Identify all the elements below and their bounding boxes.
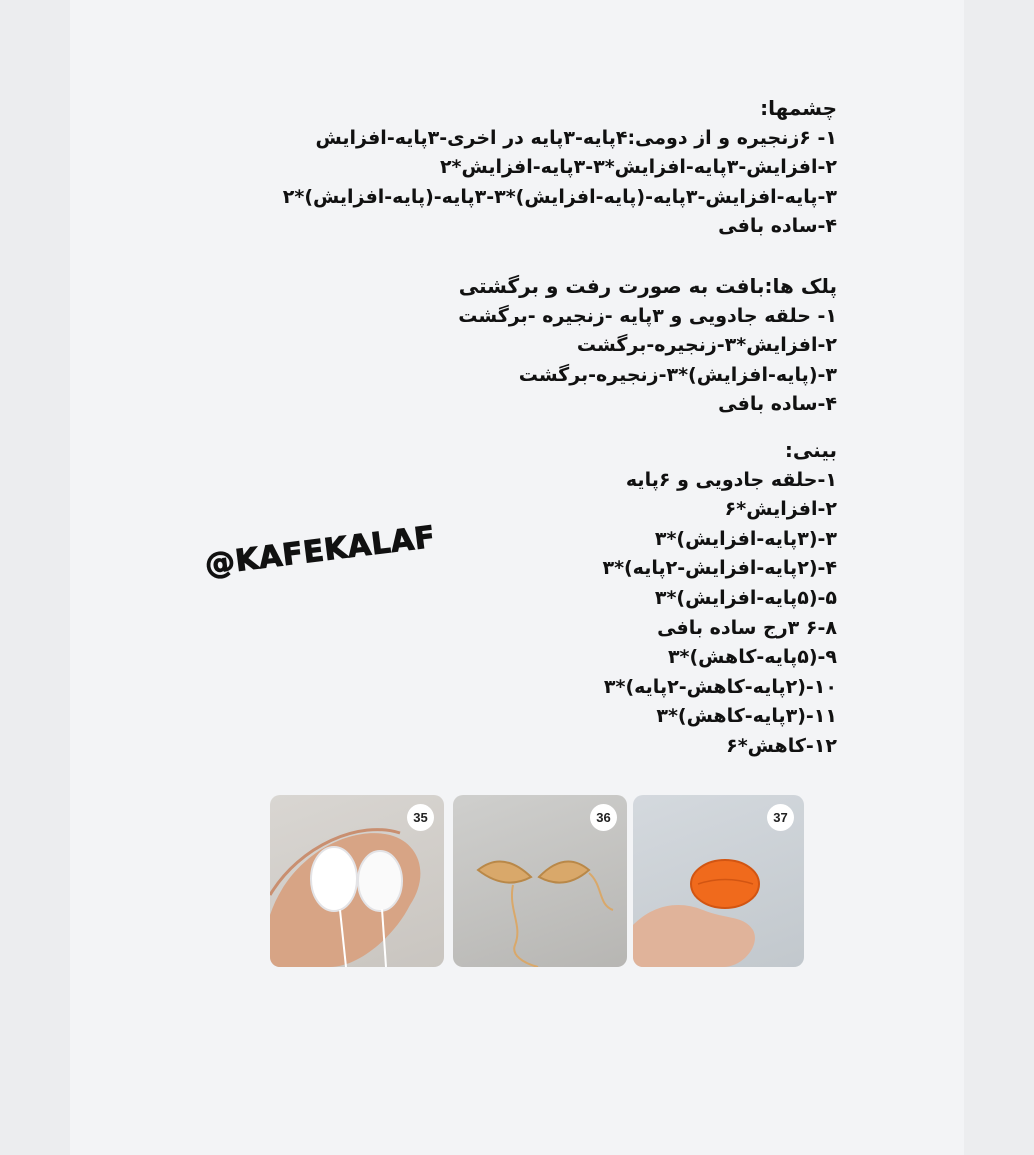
nose-heading: بینی:	[784, 438, 837, 462]
eyes-row: ۱- ۶زنجیره و از دومی:۴پایه-۳پایه در اخری-۳پایه-افزایش	[315, 126, 837, 149]
eyelids-heading: پلک ها:بافت به صورت رفت و برگشتی	[458, 274, 837, 298]
eyelids-row: ۳-(پایه-افزایش)*۳-زنجیره-برگشت	[518, 363, 837, 386]
nose-row: ۱-حلقه جادویی و ۶پایه	[625, 468, 837, 491]
nose-row: ۱۲-کاهش*۶	[726, 734, 837, 757]
nose-row: ۵-(۵پایه-افزایش)*۳	[654, 586, 837, 609]
photo-number-badge: 36	[590, 804, 617, 831]
nose-row: ۳-(۳پایه-افزایش)*۳	[654, 527, 837, 550]
nose-row: ۱۱-(۳پایه-کاهش)*۳	[656, 705, 837, 728]
eyes-row: ۳-پایه-افزایش-۳پایه-(پایه-افزایش)*۳-۳پایه-(پایه-افزایش)*۲	[282, 185, 837, 208]
photo-number-badge: 37	[767, 804, 794, 831]
nose-row: ۶-۸ ۳رج ساده بافی	[657, 616, 837, 639]
nose-row: ۱۰-(۲پایه-کاهش-۲پایه)*۳	[603, 675, 837, 698]
nose-row: ۹-(۵پایه-کاهش)*۳	[667, 646, 837, 669]
photo-number-badge: 35	[407, 804, 434, 831]
eyelids-row: ۲-افزایش*۳-زنجیره-برگشت	[576, 334, 837, 356]
watermark: @KAFEKALAF	[203, 519, 438, 583]
photo-eyes	[270, 795, 444, 967]
photo-eyelids	[453, 795, 627, 967]
eyelids-section	[458, 272, 837, 420]
eyes-section	[283, 94, 837, 242]
nose-section	[602, 436, 837, 762]
eyes-heading: چشمها:	[760, 96, 837, 120]
photo-nose	[633, 795, 804, 967]
eyelids-row: ۱- حلقه جادویی و ۳پایه -زنجیره -برگشت	[458, 304, 837, 327]
eyes-row: ۴-ساده بافی	[718, 215, 837, 237]
eyes-row: ۲-افزایش-۳پایه-افزایش*۳-۳پایه-افزایش*۲	[439, 156, 837, 178]
nose-row: ۴-(۲پایه-افزایش-۲پایه)*۳	[602, 557, 837, 580]
eyelids-row: ۴-ساده بافی	[718, 393, 837, 415]
nose-row: ۲-افزایش*۶	[724, 498, 837, 521]
